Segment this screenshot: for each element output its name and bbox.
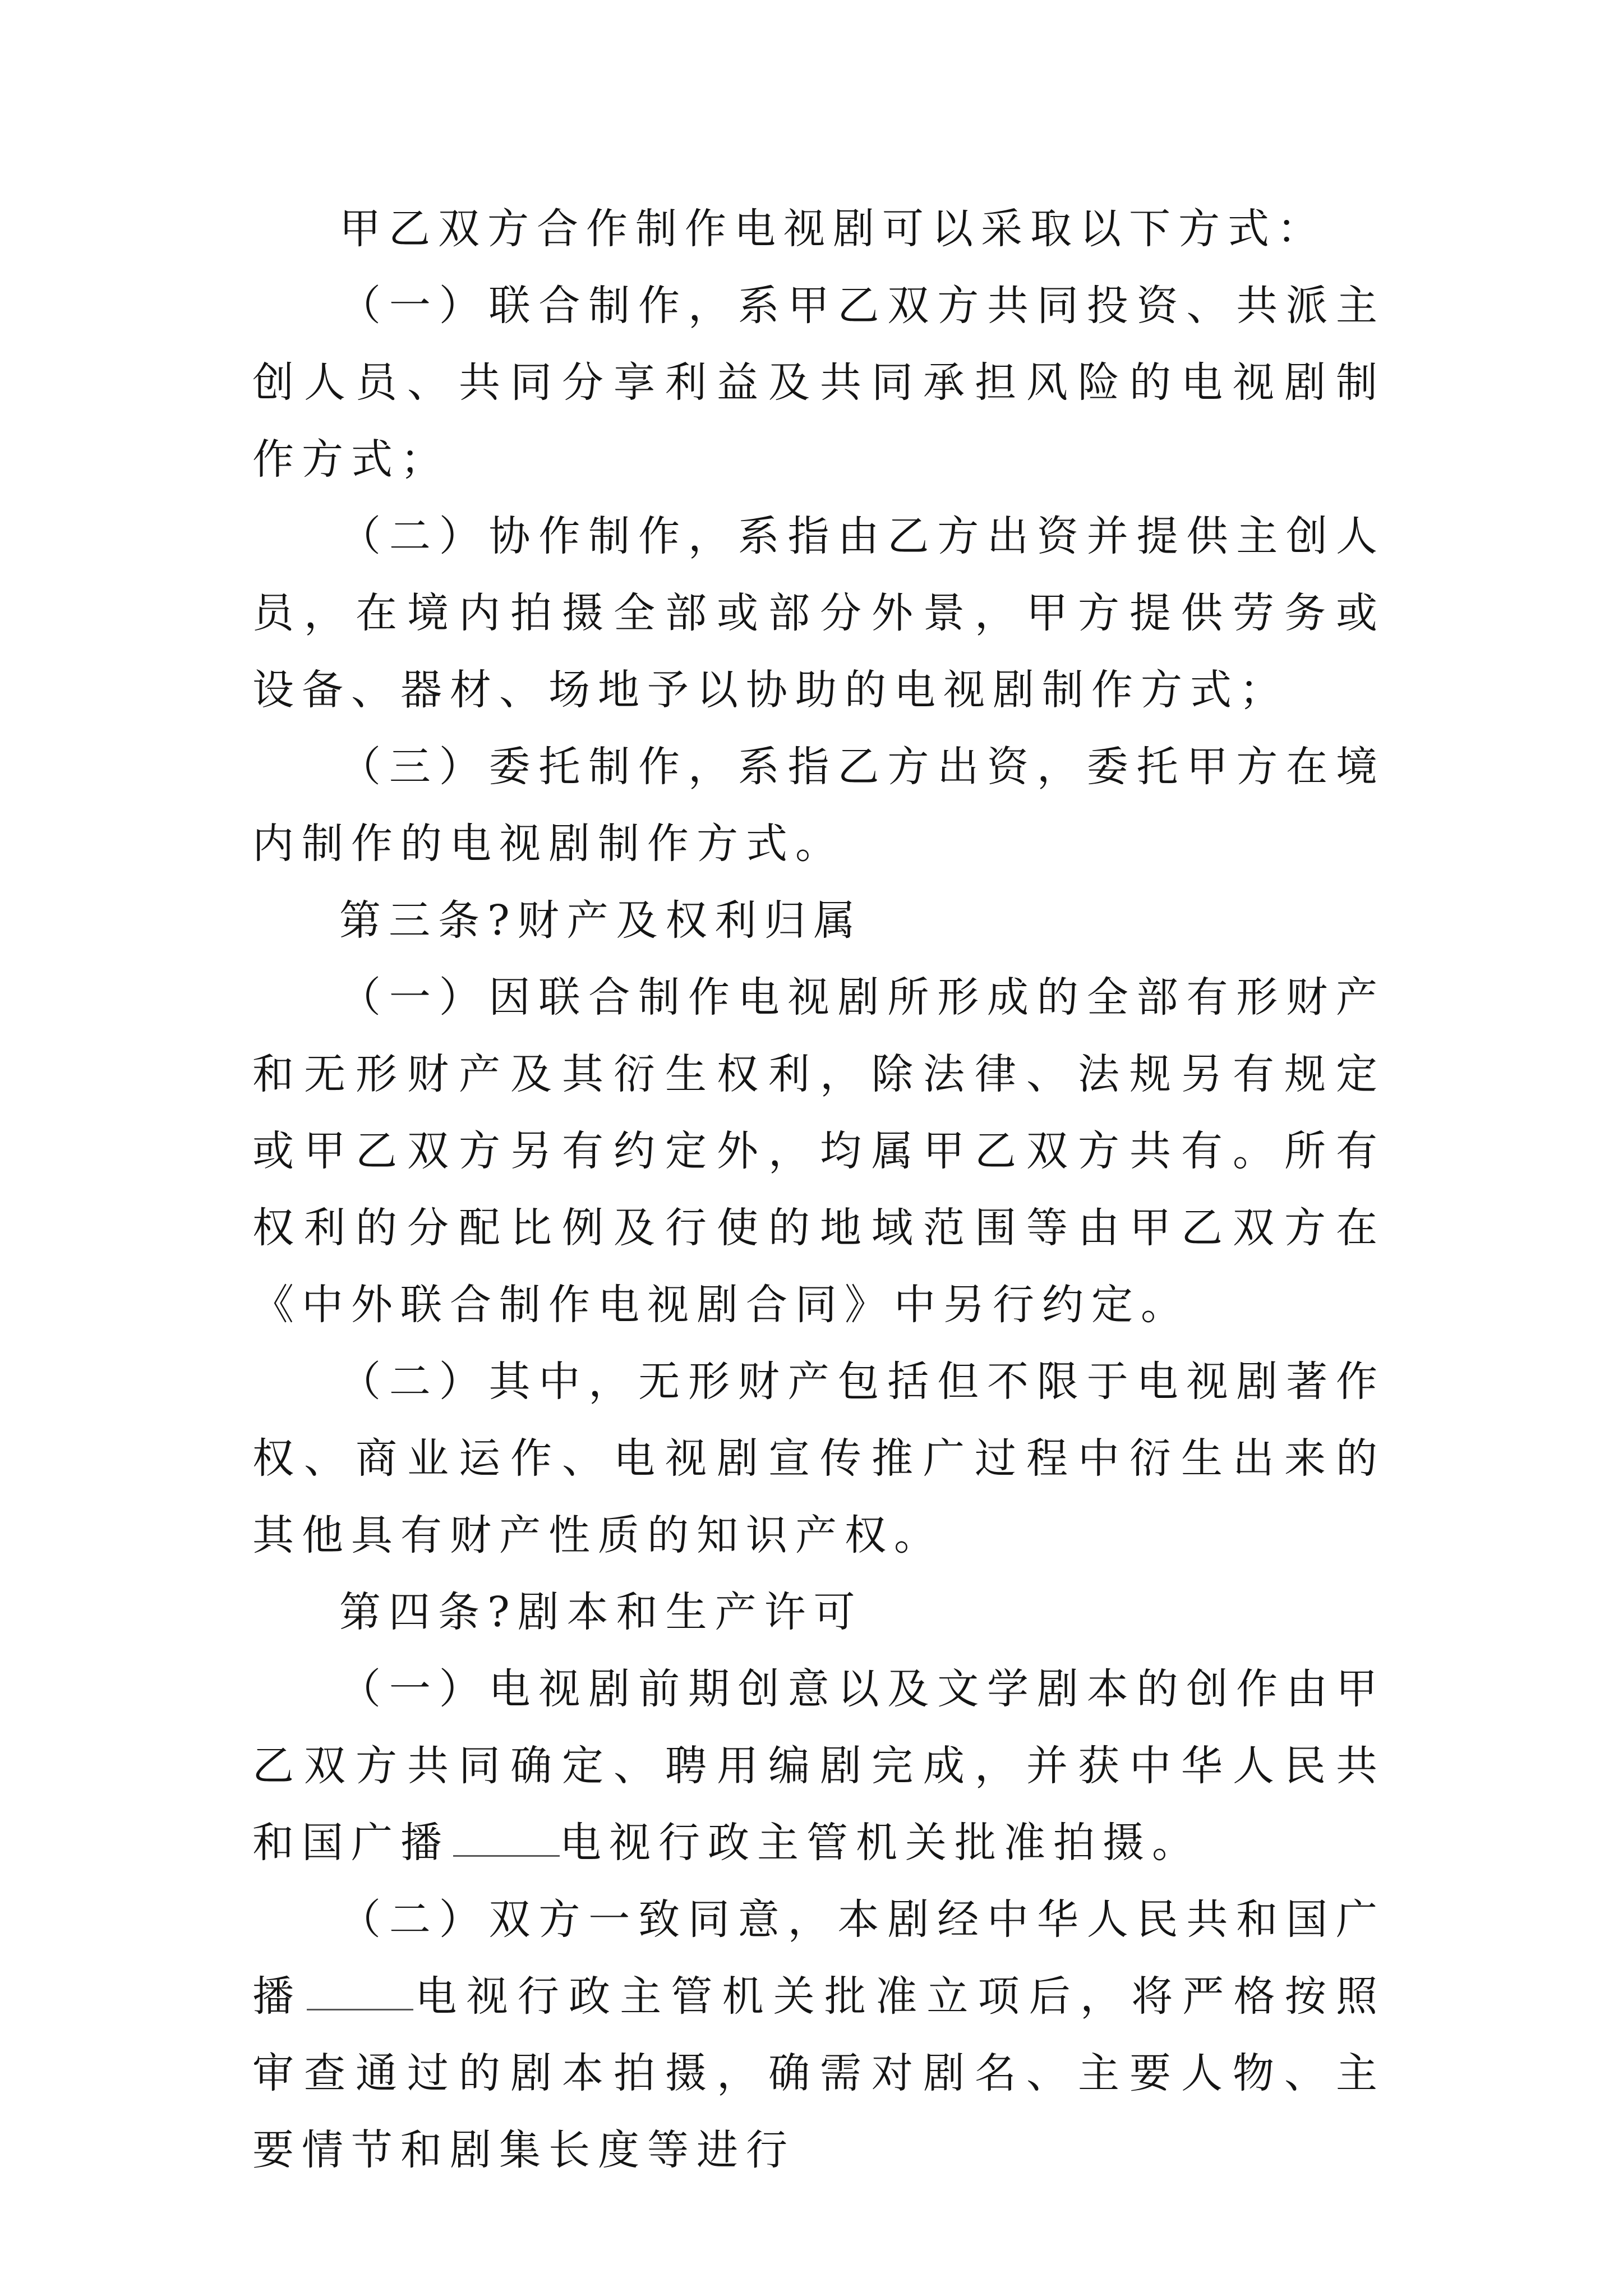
blank-underline [453,1849,560,1857]
article-4-clause-2 [252,1881,1385,2189]
article-3-clause-1: （一）因联合制作电视剧所形成的全部有形财产和无形财产及其衍生权利，除法律、法规另有规定或甲乙双方另有约定外，均属甲乙双方共有。所有权利的分配比例及行使的地域范围等由甲乙双方在《中外联合制作电视剧合同》中另行约定。 [252,973,1385,1329]
article-4-clause-1-part-1: （一）电视剧前期创意以及文学剧本的创作由甲乙双方共同确定、聘用编剧完成，并获中华人民共和国广播 [252,1665,1385,1867]
article-3-heading: 第三条?财产及权利归属 [339,896,863,945]
article-4-heading: 第四条?剧本和生产许可 [339,1588,863,1636]
article-4-clause-2-part-2: 电视行政主管机关批准立项后，将严格按照审查通过的剧本拍摄，确需对剧名、主要人物、主要情节和剧集长度等进行 [252,1972,1386,2174]
article-3-clause-2: （二）其中，无形财产包括但不限于电视剧著作权、商业运作、电视剧宣传推广过程中衍生出来的其他具有财产性质的知识产权。 [252,1358,1385,1559]
intro-paragraph: 甲乙双方合作制作电视剧可以采取以下方式： [339,205,1326,253]
blank-underline [307,2003,413,2010]
document-body [252,191,1385,2189]
article-4-clause-2-part-1: （二）双方一致同意，本剧经中华人民共和国广播 [252,1895,1385,2021]
mode-2-paragraph: （二）协作制作，系指由乙方出资并提供主创人员，在境内拍摄全部或部分外景，甲方提供劳务或设备、器材、场地予以协助的电视剧制作方式； [252,512,1385,714]
article-4-clause-1-part-2: 电视行政主管机关批准拍摄。 [560,1819,1201,1867]
mode-1-paragraph: （一）联合制作，系甲乙双方共同投资、共派主创人员、共同分享利益及共同承担风险的电视剧制作方式； [252,282,1385,484]
article-4-clause-1 [252,1651,1385,1881]
mode-3-paragraph: （三）委托制作，系指乙方出资，委托甲方在境内制作的电视剧制作方式。 [252,743,1385,868]
